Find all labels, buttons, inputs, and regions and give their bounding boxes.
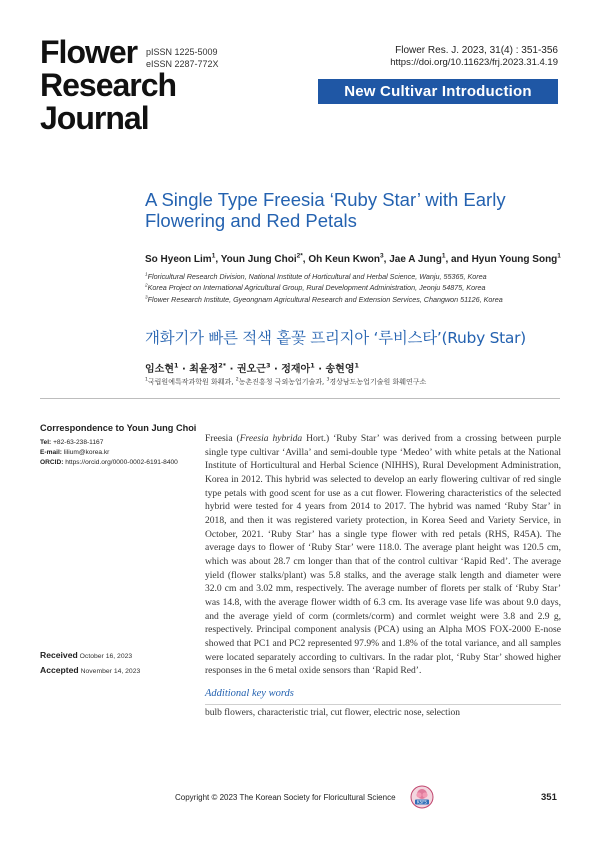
accepted-date: November 14, 2023 (80, 667, 141, 675)
title-line-1: A Single Type Freesia ‘Ruby Star’ with Early (145, 189, 506, 210)
author-separator: , (215, 254, 221, 265)
korean-author-mark: 1 (173, 361, 179, 370)
korean-affiliation-mark: 1 (145, 377, 148, 383)
korean-author-mark: 3 (265, 361, 271, 370)
orcid-label: ORCID: (40, 459, 64, 466)
citation-block (390, 45, 558, 69)
abstract-text (205, 432, 561, 678)
abstract-lead: Freesia ( (205, 433, 240, 444)
eissn: eISSN 2287-772X (146, 58, 219, 69)
korean-title: 개화기가 빠른 적색 홑꽃 프리지아 ‘루비스타’(Ruby Star) (145, 329, 526, 347)
korean-author-separator: · (314, 364, 326, 375)
email-line (40, 448, 192, 458)
affiliation-item (145, 294, 565, 305)
korean-affiliation-mark: 3 (326, 377, 330, 383)
article-dates (40, 649, 140, 678)
korean-author-mark: 2* (218, 361, 227, 370)
korean-author-mark: 1 (310, 361, 315, 370)
page-number: 351 (541, 792, 557, 803)
author-affiliation-mark: 3 (380, 252, 384, 260)
seal-label: KSFS (417, 799, 427, 805)
korean-author-name: 정재아 (281, 364, 311, 375)
author-separator: , and (445, 254, 472, 265)
korean-author-separator: · (270, 364, 282, 375)
affiliation-text: Floricultural Research Division, National Institute of Horticultural and Herbal Science, Wanju, 55365, Korea (147, 272, 487, 281)
issn-block (146, 47, 219, 70)
affiliation-text: Korea Project on International Agricultural Group, Rural Development Administration, Jeonju 54875, Korea (147, 283, 486, 293)
korean-affiliation-list (145, 377, 426, 387)
korean-affiliation-mark: 2 (235, 377, 239, 383)
email-label: E-mail: (40, 449, 62, 456)
author-name: Oh Keun Kwon (308, 254, 381, 265)
affiliation-mark: 2 (145, 282, 148, 288)
society-seal-icon (410, 785, 434, 809)
korean-affiliation-text: 농촌진흥청 국외농업기술과, (238, 378, 327, 386)
keywords-text: bulb flowers, characteristic trial, cut flower, electric nose, selection (205, 708, 460, 718)
tel-label: Tel: (40, 439, 52, 446)
author-name: Jae A Jung (389, 254, 442, 265)
article-title (145, 190, 565, 231)
korean-author-name: 임소현 (145, 364, 174, 375)
email-link[interactable]: lilium@korea.kr (63, 449, 110, 456)
korean-affiliation-text: 국립원예특작과학원 화훼과, (147, 378, 236, 386)
section-banner: New Cultivar Introduction (318, 79, 558, 104)
author-affiliation-mark: 1 (441, 252, 446, 260)
species-name: Freesia hybrida (239, 433, 303, 444)
pissn: pISSN 1225-5009 (146, 47, 218, 57)
orcid-link[interactable]: https://orcid.org/0000-0002-6191-8400 (65, 459, 178, 466)
received-line (40, 649, 140, 664)
section-divider (40, 398, 560, 399)
author-separator: , (383, 254, 390, 265)
abstract-body: Hort.) ‘Ruby Star’ was derived from a crossing between purple single type cultivar ‘Avilla’ and semi-double type ‘Medeo’ with white petals at the National Institute of Horticultural and Herbal Science (NIHHS), Rural Development Administration, Korea in 2012. This hybrid was selected to develop an early flowering cultivar of red single type petals with good scent for use as a cut flower. Flowering characteristics of the selected hybrid were tested for 4 years from 2014 to 2017. The hybrid was named ‘Ruby Star’ in 2018, and then it was registered variety protection, in Korea Seed and Variety Service, in October, 2021. ‘Ruby Star’ has a single type flower with red petals (RHS, R45A). The average days to flower of ‘Ruby Star’ were 118.0. The average plant height was 120.5 cm, which was about 28.7 cm longer than that of the control cultivar ‘Rapid Red’. The average yield (flower stalks/plant) was 5.8 stalks, and the average stalk length and diameter were 32.0 cm and 3.02 mm, respectively. The average number of florets per stalk of ‘Ruby Star’ was 14.8, with the average flower width of 6.3 cm. Its average vase life was about 9.0 days, and the average yield of corm (cormlets/corm) and cormlet weight were 3.8 and 2.9 g, respectively. Principal component analysis (PCA) using an Alpha MOS FOX-2000 E-nose showed that PC1 and PC2 represented 97.9% and 1.8% of the total variance, and all samples were located separately according to cultivars. In the radar plot, ‘Ruby Star’ showed higher responses in the 6 metal oxide sensors than ‘Rapid Red’. (205, 433, 561, 677)
author-name: So Hyeon Lim (145, 254, 212, 265)
received-date: October 16, 2023 (79, 653, 133, 660)
korean-author-name: 최윤정 (189, 364, 219, 375)
korean-author-name: 권오근 (236, 364, 266, 375)
correspondence-heading: Correspondence to Youn Jung Choi (40, 423, 197, 433)
affiliation-item (145, 282, 565, 293)
author-affiliation-mark: 2* (296, 252, 303, 260)
logo-line-2: Research (40, 67, 177, 103)
tel-value: +82-63-238-1167 (53, 439, 104, 446)
affiliation-item (145, 271, 565, 282)
keywords-heading: Additional key words (205, 688, 294, 699)
affiliation-mark: 3 (145, 294, 148, 300)
correspondence-panel (40, 423, 197, 468)
korean-author-separator: · (226, 364, 237, 375)
logo-line-1: Flower (40, 34, 138, 70)
affiliation-list (145, 271, 565, 305)
logo-line-3: Journal (40, 100, 149, 136)
accepted-line (40, 664, 140, 679)
accepted-label: Accepted (40, 664, 79, 675)
tel-line (40, 438, 192, 448)
author-name: Youn Jung Choi (220, 254, 297, 265)
doi-link[interactable]: https://doi.org/10.11623/frj.2023.31.4.19 (390, 57, 558, 68)
received-label: Received (40, 650, 78, 660)
title-line-2: Flowering and Red Petals (145, 209, 357, 231)
author-list (145, 254, 565, 265)
affiliation-text: Flower Research Institute, Gyeongnam Agricultural Research and Extension Services, Changwon 51126, Korea (147, 294, 503, 304)
korean-affiliation-text: 경상남도농업기술원 화훼연구소 (329, 378, 427, 386)
affiliation-mark: 1 (145, 271, 148, 277)
journal-citation: Flower Res. J. 2023, 31(4) : 351-356 (395, 45, 558, 56)
keywords-divider (205, 704, 561, 705)
korean-author-mark: 1 (354, 361, 360, 370)
copyright-notice: Copyright © 2023 The Korean Society for Floricultural Science (175, 793, 396, 802)
korean-author-list (145, 360, 359, 375)
author-separator: , (302, 254, 309, 265)
author-name: Hyun Young Song (471, 254, 558, 265)
author-affiliation-mark: 1 (211, 252, 216, 260)
orcid-line (40, 458, 192, 468)
korean-author-name: 송현영 (325, 364, 355, 375)
author-affiliation-mark: 1 (557, 252, 561, 260)
korean-author-separator: · (178, 364, 190, 375)
